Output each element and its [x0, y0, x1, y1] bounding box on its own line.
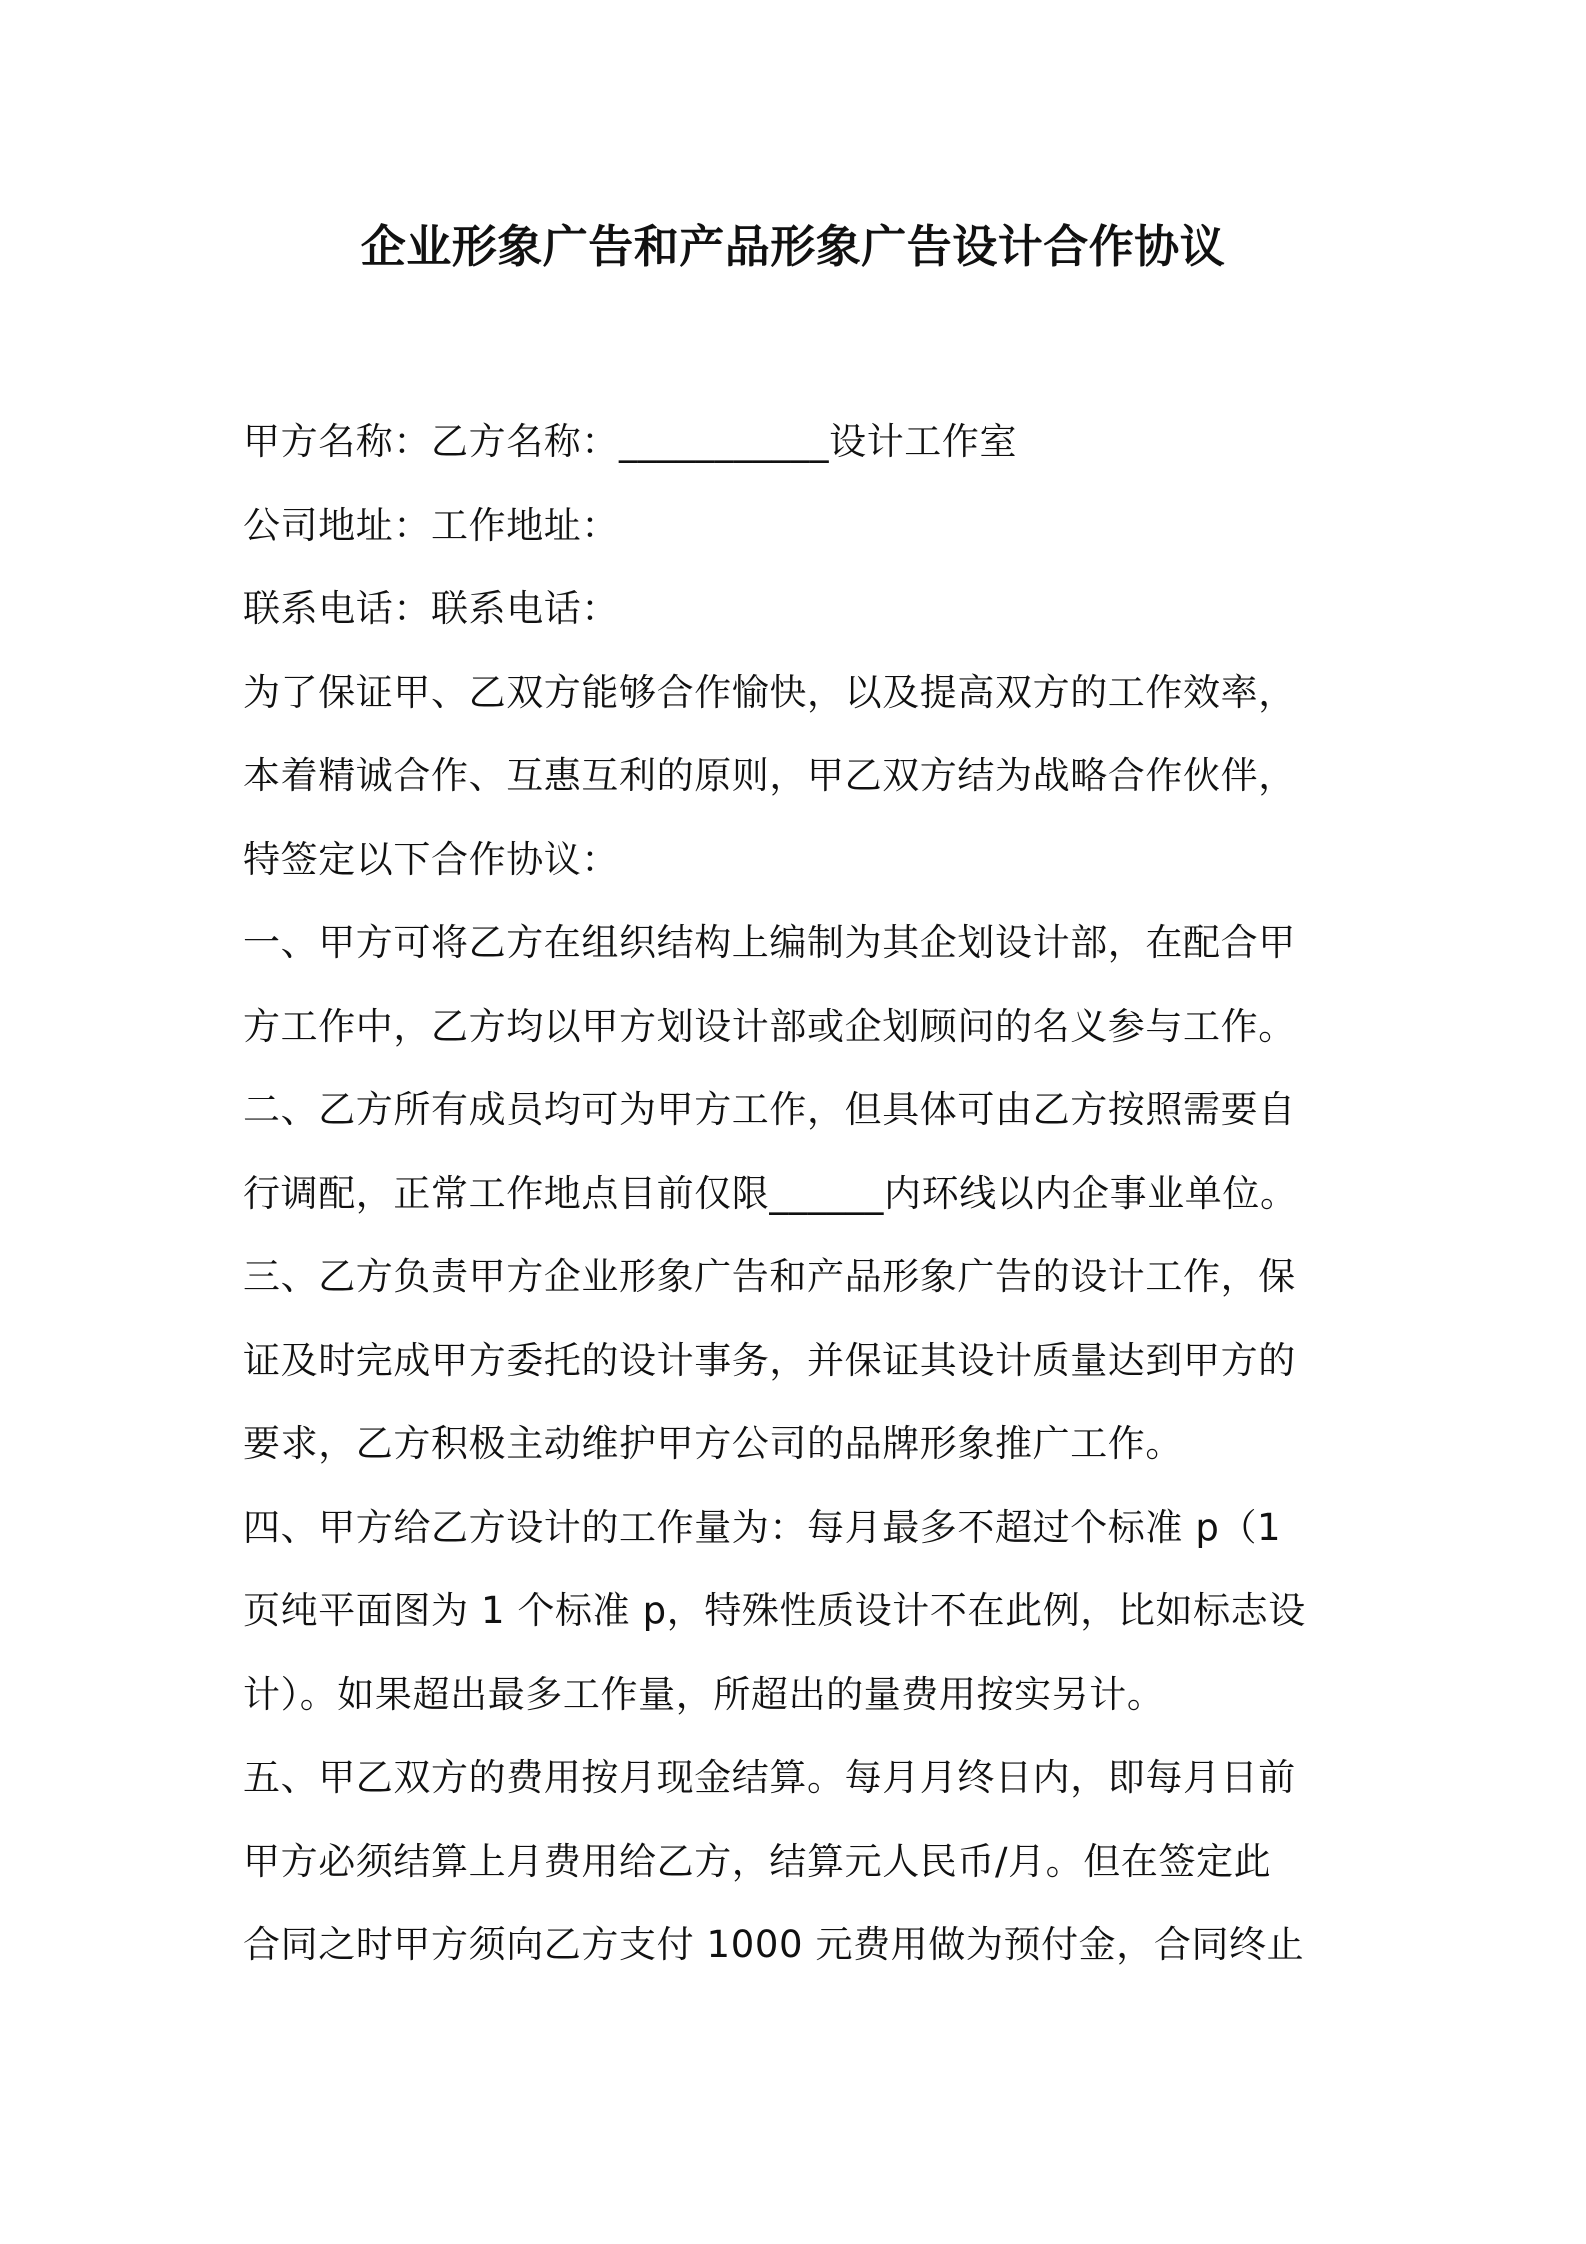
clause-1-line: 一、甲方可将乙方在组织结构上编制为其企划设计部，在配合甲 [243, 921, 1296, 964]
phone-line: 联系电话：联系电话： [243, 587, 619, 630]
clause-2-line: 二、乙方所有成员均可为甲方工作，但具体可由乙方按照需要自 [243, 1088, 1296, 1131]
clause-4-line: 页纯平面图为 1 个标准 p，特殊性质设计不在此例，比如标志设 [243, 1589, 1306, 1632]
clause-3-line: 三、乙方负责甲方企业形象广告和产品形象广告的设计工作，保 [243, 1255, 1296, 1298]
clause-3-line: 证及时完成甲方委托的设计事务，并保证其设计质量达到甲方的 [243, 1338, 1296, 1382]
preamble-line: 特签定以下合作协议： [243, 837, 619, 881]
party-names-line: 甲方名称：乙方名称：___________设计工作室 [243, 420, 1018, 463]
clause-2-line: 行调配，正常工作地点目前仅限______内环线以内企事业单位。 [243, 1171, 1298, 1215]
clause-4-line: 四、甲方给乙方设计的工作量为：每月最多不超过个标准 p（1 [243, 1505, 1282, 1549]
document-title: 企业形象广告和产品形象广告设计合作协议 [360, 220, 1226, 273]
clause-4-line: 计）。如果超出最多工作量，所超出的量费用按实另计。 [243, 1672, 1165, 1716]
clause-5-line: 五、甲乙双方的费用按月现金结算。每月月终日内，即每月日前 [243, 1756, 1296, 1799]
clause-5-line: 合同之时甲方须向乙方支付 1000 元费用做为预付金，合同终止 [243, 1923, 1305, 1966]
clause-5-line: 甲方必须结算上月费用给乙方，结算元人民币/月。但在签定此 [243, 1839, 1272, 1883]
preamble-line: 为了保证甲、乙双方能够合作愉快，以及提高双方的工作效率， [243, 670, 1296, 714]
preamble-line: 本着精诚合作、互惠互利的原则，甲乙双方结为战略合作伙伴， [243, 754, 1296, 797]
address-line: 公司地址：工作地址： [243, 503, 619, 547]
document-body [243, 400, 1358, 1987]
clause-3-line: 要求，乙方积极主动维护甲方公司的品牌形象推广工作。 [243, 1422, 1183, 1465]
clause-1-line: 方工作中，乙方均以甲方划设计部或企划顾问的名义参与工作。 [243, 1004, 1296, 1048]
